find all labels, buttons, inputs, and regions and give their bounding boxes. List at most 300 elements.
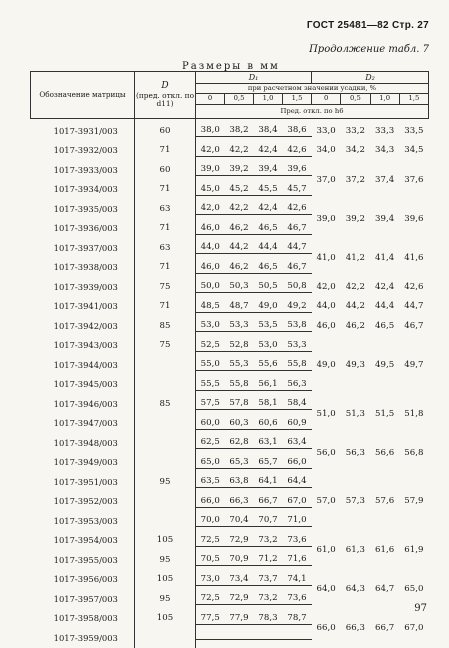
d1-value xyxy=(196,492,225,512)
d2-value: 46,7 xyxy=(404,320,424,331)
matrix-designation: 1017-3935/003 xyxy=(31,199,135,219)
sizes-title: Размеры в мм xyxy=(182,61,280,72)
d1-value-text: 65,0 xyxy=(196,456,225,469)
d1-value-text: 77,5 xyxy=(196,612,225,625)
d2-value: 41,6 xyxy=(404,252,424,263)
d1-value-text: 45,0 xyxy=(196,183,225,196)
d1-value-text: 42,0 xyxy=(196,144,225,157)
table-row xyxy=(31,199,429,219)
d1-value xyxy=(225,628,254,648)
d2-value: 34,2 xyxy=(345,145,365,156)
d1-value-text: 58,4 xyxy=(283,397,312,410)
d1-value xyxy=(283,355,312,375)
d-value: 95 xyxy=(135,550,196,570)
d1-value xyxy=(283,258,312,278)
d1-value xyxy=(225,297,254,317)
d1-value xyxy=(283,414,312,434)
d1-value-text: 53,3 xyxy=(283,339,312,352)
d1-value xyxy=(196,472,225,492)
d2-value: 61,6 xyxy=(375,545,395,555)
d-value: 60 xyxy=(135,160,196,180)
d2-value: 37,6 xyxy=(404,174,424,185)
d-value: 85 xyxy=(135,394,196,414)
d-value xyxy=(135,414,196,434)
d1-value xyxy=(196,160,225,180)
d1-value-text: 46,7 xyxy=(283,222,312,235)
d1-value-text: 44,4 xyxy=(254,241,283,254)
d1-value xyxy=(283,119,312,141)
d1-value-text: 48,5 xyxy=(196,300,225,313)
d-value: 63 xyxy=(135,238,196,258)
d2-value: 34,5 xyxy=(404,145,424,156)
d1-value xyxy=(254,258,283,278)
d1-value-text: 50,0 xyxy=(196,280,225,293)
d1-value xyxy=(196,589,225,609)
d1-value-text: 55,8 xyxy=(225,378,254,391)
d1-value-text: 42,6 xyxy=(283,202,312,215)
d1-value-text: 42,2 xyxy=(225,144,254,157)
d2-value: 57,0 xyxy=(316,496,336,507)
d1-value xyxy=(225,119,254,141)
d1-value-text: 39,4 xyxy=(254,163,283,176)
d1-value xyxy=(225,453,254,473)
d1-value xyxy=(254,180,283,200)
d1-value-text: 72,9 xyxy=(225,534,254,547)
d1-value-text: 39,0 xyxy=(196,163,225,176)
d-value: 75 xyxy=(135,336,196,356)
d1-value xyxy=(196,375,225,395)
d1-value-text: 55,5 xyxy=(196,378,225,391)
shrinkage-value: 1,0 xyxy=(370,94,399,105)
d1-value xyxy=(225,180,254,200)
d1-value-text: 73,2 xyxy=(254,534,283,547)
standard-code: ГОСТ 25481—82 xyxy=(306,20,389,31)
d-value: 71 xyxy=(135,141,196,161)
d1-value-text: 71,6 xyxy=(283,553,312,566)
d1-value xyxy=(196,355,225,375)
table-row xyxy=(31,609,429,629)
d2-value: 66,3 xyxy=(345,623,365,633)
d1-value-text: 66,7 xyxy=(254,495,283,508)
d1-value xyxy=(283,589,312,609)
d1-value xyxy=(225,375,254,395)
d1-value-text: 45,5 xyxy=(254,183,283,196)
d-value xyxy=(135,433,196,453)
d1-value xyxy=(225,160,254,180)
page-label: Стр. 27 xyxy=(391,20,429,31)
d2-value: 56,6 xyxy=(375,447,395,458)
d1-value-text: 64,4 xyxy=(283,475,312,488)
d1-value xyxy=(254,394,283,414)
col-d-tolerance: (пред. откл. по d11) xyxy=(135,90,195,109)
d1-value xyxy=(254,550,283,570)
table-row xyxy=(31,316,429,336)
d1-value xyxy=(254,609,283,629)
table-row xyxy=(31,531,429,551)
d-value xyxy=(135,511,196,531)
d1-value xyxy=(254,277,283,297)
d1-value-text: 53,5 xyxy=(254,319,283,332)
d1-value xyxy=(254,238,283,258)
d2-value: 34,0 xyxy=(316,145,336,156)
d1-value xyxy=(196,316,225,336)
d2-value: 49,5 xyxy=(375,359,395,370)
shrinkage-value: 1,5 xyxy=(399,94,428,105)
d1-value xyxy=(283,316,312,336)
d1-value xyxy=(254,160,283,180)
d1-value xyxy=(196,336,225,356)
matrix-designation: 1017-3942/003 xyxy=(31,316,135,336)
d1-value xyxy=(254,531,283,551)
d1-value xyxy=(225,414,254,434)
d1-value xyxy=(283,141,312,161)
matrix-designation: 1017-3954/003 xyxy=(31,531,135,551)
d1-value-text: 77,9 xyxy=(225,612,254,625)
d1-value-text: 60,0 xyxy=(196,417,225,430)
d1-value-text: 72,5 xyxy=(196,534,225,547)
d1-value xyxy=(196,297,225,317)
d1-value xyxy=(196,180,225,200)
d1-value-text: 38,2 xyxy=(225,124,254,137)
d1-value xyxy=(283,199,312,219)
d1-value-text: 56,3 xyxy=(283,378,312,391)
d1-value xyxy=(283,609,312,629)
d2-value: 37,2 xyxy=(345,174,365,185)
d1-value xyxy=(254,219,283,239)
d2-value: 42,0 xyxy=(316,281,336,292)
d-value: 105 xyxy=(135,570,196,590)
d1-value-text: 78,3 xyxy=(254,612,283,625)
matrix-designation: 1017-3956/003 xyxy=(31,570,135,590)
d1-value-text: 67,0 xyxy=(283,495,312,508)
d1-value-text: 39,2 xyxy=(225,163,254,176)
d2-value: 65,0 xyxy=(404,584,424,594)
d1-value-text: 73,4 xyxy=(225,573,254,586)
matrix-designation: 1017-3939/003 xyxy=(31,277,135,297)
d1-value xyxy=(254,141,283,161)
d1-value-text: 60,9 xyxy=(283,417,312,430)
matrix-designation: 1017-3953/003 xyxy=(31,511,135,531)
matrix-designation: 1017-3933/003 xyxy=(31,160,135,180)
d2-value: 46,0 xyxy=(316,320,336,331)
d2-value: 51,0 xyxy=(316,408,336,419)
matrix-designation: 1017-3959/003 xyxy=(31,628,135,648)
d1-value xyxy=(225,277,254,297)
matrix-designation: 1017-3957/003 xyxy=(31,589,135,609)
d1-value-text: 66,3 xyxy=(225,495,254,508)
d1-value xyxy=(225,355,254,375)
d2-value: 49,0 xyxy=(316,359,336,370)
matrix-designation: 1017-3931/003 xyxy=(31,119,135,141)
d1-value-text: 44,0 xyxy=(196,241,225,254)
d1-value xyxy=(283,550,312,570)
d1-value-text: 65,3 xyxy=(225,456,254,469)
d1-value xyxy=(283,433,312,453)
matrix-designation: 1017-3943/003 xyxy=(31,336,135,356)
matrix-designation: 1017-3938/003 xyxy=(31,258,135,278)
d1-value xyxy=(254,119,283,141)
d1-value-text: 70,5 xyxy=(196,553,225,566)
matrix-designation: 1017-3944/003 xyxy=(31,355,135,375)
d1-value-text: 56,1 xyxy=(254,378,283,391)
d2-value: 33,3 xyxy=(375,125,395,136)
d1-value-text: 62,8 xyxy=(225,436,254,449)
d2-value: 57,9 xyxy=(404,496,424,507)
d1-value-text: 50,5 xyxy=(254,280,283,293)
d1-value xyxy=(254,336,283,356)
d1-value xyxy=(254,472,283,492)
d2-value: 64,0 xyxy=(316,584,336,594)
d1-value-text: 42,2 xyxy=(225,202,254,215)
d2-value: 61,0 xyxy=(316,545,336,555)
d1-value-text: 42,4 xyxy=(254,144,283,157)
table-row xyxy=(31,297,429,317)
d2-value: 51,3 xyxy=(345,408,365,419)
col-name-header: Обозначение матрицы xyxy=(31,72,135,119)
d1-value-text: 66,0 xyxy=(283,456,312,469)
d1-value xyxy=(283,160,312,180)
d1-value xyxy=(225,589,254,609)
d2-header: D₂ xyxy=(312,72,429,84)
matrix-designation: 1017-3951/003 xyxy=(31,472,135,492)
d2-value: 44,4 xyxy=(375,301,395,312)
col-d-header xyxy=(135,72,196,119)
d1-value xyxy=(254,511,283,531)
d1-value xyxy=(283,570,312,590)
d1-value-text: 73,2 xyxy=(254,592,283,605)
matrix-designation: 1017-3945/003 xyxy=(31,375,135,395)
table-row xyxy=(31,394,429,414)
d1-value xyxy=(283,453,312,473)
d1-value-text: 72,5 xyxy=(196,592,225,605)
d1-value-text: 48,7 xyxy=(225,300,254,313)
d1-value xyxy=(254,453,283,473)
d2-value: 61,9 xyxy=(404,545,424,555)
d1-value-text: 50,3 xyxy=(225,280,254,293)
d1-value-text: 63,5 xyxy=(196,475,225,488)
d1-value-text: 71,0 xyxy=(283,514,312,527)
d1-value xyxy=(283,297,312,317)
d1-value xyxy=(196,531,225,551)
table-row xyxy=(31,119,429,141)
table-row xyxy=(31,238,429,258)
d-value: 95 xyxy=(135,472,196,492)
d1-value-text: 73,6 xyxy=(283,534,312,547)
d2-value: 42,2 xyxy=(345,281,365,292)
d-value: 71 xyxy=(135,297,196,317)
d1-value xyxy=(254,316,283,336)
d1-value-text: 63,4 xyxy=(283,436,312,449)
d2-value: 51,5 xyxy=(375,408,395,419)
table-row xyxy=(31,570,429,590)
d2-value: 44,2 xyxy=(345,301,365,312)
d2-value: 33,2 xyxy=(345,125,365,136)
d1-value-text: 64,1 xyxy=(254,475,283,488)
d-value xyxy=(135,492,196,512)
d1-value-text: 49,2 xyxy=(283,300,312,313)
d1-value xyxy=(196,199,225,219)
d1-value xyxy=(225,394,254,414)
d-value: 71 xyxy=(135,258,196,278)
d2-value: 37,0 xyxy=(316,174,336,185)
d1-value xyxy=(254,414,283,434)
d1-value xyxy=(283,336,312,356)
d2-value: 66,7 xyxy=(375,623,395,633)
table-row xyxy=(31,336,429,356)
d1-value-text: 46,2 xyxy=(225,222,254,235)
d1-value-text: 72,9 xyxy=(225,592,254,605)
d1-value-text: 65,7 xyxy=(254,456,283,469)
d-value: 71 xyxy=(135,219,196,239)
d1-value-text: 60,6 xyxy=(254,417,283,430)
d1-value-text: 63,8 xyxy=(225,475,254,488)
d1-value xyxy=(225,199,254,219)
d1-value-text: 46,0 xyxy=(196,261,225,274)
d1-value xyxy=(283,472,312,492)
d1-value-text: 46,0 xyxy=(196,222,225,235)
d1-value xyxy=(196,570,225,590)
d1-value xyxy=(225,609,254,629)
shrinkage-value: 0,5 xyxy=(225,94,254,105)
d1-value xyxy=(283,511,312,531)
d1-value-text: 52,5 xyxy=(196,339,225,352)
d1-value xyxy=(196,258,225,278)
d1-value-text: 44,7 xyxy=(283,241,312,254)
d1-value-text: 55,3 xyxy=(225,358,254,371)
d1-value-text: 70,9 xyxy=(225,553,254,566)
d2-value: 39,0 xyxy=(316,213,336,224)
d1-value-text: 38,0 xyxy=(196,124,225,137)
d1-value xyxy=(283,277,312,297)
d1-value-text: 38,4 xyxy=(254,124,283,137)
d1-value-text: 70,0 xyxy=(196,514,225,527)
d1-value-text: 46,2 xyxy=(225,261,254,274)
d2-value: 44,0 xyxy=(316,301,336,312)
d1-value xyxy=(254,297,283,317)
d2-value: 46,5 xyxy=(375,320,395,331)
shrinkage-value: 0 xyxy=(196,94,225,105)
d1-value xyxy=(225,550,254,570)
d1-value xyxy=(254,355,283,375)
d1-value xyxy=(283,394,312,414)
matrix-designation: 1017-3952/003 xyxy=(31,492,135,512)
d-value: 71 xyxy=(135,180,196,200)
d2-value: 61,3 xyxy=(345,545,365,555)
d1-value-text: 66,0 xyxy=(196,495,225,508)
d1-value xyxy=(225,316,254,336)
d1-value xyxy=(225,336,254,356)
d1-value-text: 55,6 xyxy=(254,358,283,371)
d1-value-text: 73,6 xyxy=(283,592,312,605)
d1-value-text: 60,3 xyxy=(225,417,254,430)
d2-value: 42,4 xyxy=(375,281,395,292)
d1-value-text: 45,7 xyxy=(283,183,312,196)
d1-value-text: 57,8 xyxy=(225,397,254,410)
d1-value xyxy=(254,433,283,453)
d2-value: 42,6 xyxy=(404,281,424,292)
d1-value-text: 55,8 xyxy=(283,358,312,371)
d1-value xyxy=(225,492,254,512)
d2-value: 34,3 xyxy=(375,145,395,156)
d1-value xyxy=(196,238,225,258)
d1-value xyxy=(225,433,254,453)
d2-value: 66,0 xyxy=(316,623,336,633)
d1-value-text: 74,1 xyxy=(283,573,312,586)
d1-value xyxy=(225,531,254,551)
d1-value-text: 52,8 xyxy=(225,339,254,352)
d2-value: 41,4 xyxy=(375,252,395,263)
d1-value-text: 57,5 xyxy=(196,397,225,410)
d2-value: 57,6 xyxy=(375,496,395,507)
d1-value xyxy=(196,609,225,629)
d-value: 75 xyxy=(135,277,196,297)
d1-value xyxy=(283,180,312,200)
dimensions-table xyxy=(30,71,429,648)
d1-value-text: 73,7 xyxy=(254,573,283,586)
d2-value: 56,8 xyxy=(404,447,424,458)
d1-value-text: 42,6 xyxy=(283,144,312,157)
d1-value xyxy=(283,531,312,551)
tolerance-header: Пред. откл. по h6 xyxy=(196,105,429,119)
d1-value-text: 73,0 xyxy=(196,573,225,586)
d2-value: 41,0 xyxy=(316,252,336,263)
d-value: 85 xyxy=(135,316,196,336)
d2-value: 57,3 xyxy=(345,496,365,507)
col-d-letter: D xyxy=(161,81,169,92)
d1-value xyxy=(196,219,225,239)
shrinkage-header: при расчетном значении усадки, % xyxy=(196,84,429,94)
d1-value-text: 53,8 xyxy=(283,319,312,332)
d2-value: 56,0 xyxy=(316,447,336,458)
d2-value: 37,4 xyxy=(375,174,395,185)
d2-value: 51,8 xyxy=(404,408,424,419)
d1-value-text: 46,5 xyxy=(254,261,283,274)
d2-value: 39,4 xyxy=(375,213,395,224)
d-value: 60 xyxy=(135,119,196,141)
d1-value-text: 53,3 xyxy=(225,319,254,332)
matrix-designation: 1017-3947/003 xyxy=(31,414,135,434)
d1-value xyxy=(225,511,254,531)
d1-value xyxy=(196,414,225,434)
d1-value-text: 70,4 xyxy=(225,514,254,527)
d1-value xyxy=(196,394,225,414)
continuation-note: Продолжение табл. 7 xyxy=(309,44,429,55)
d1-header: D₁ xyxy=(196,72,312,84)
d2-value: 41,2 xyxy=(345,252,365,263)
d1-value-text: 53,0 xyxy=(254,339,283,352)
matrix-designation: 1017-3932/003 xyxy=(31,141,135,161)
d2-value: 64,3 xyxy=(345,584,365,594)
d-value: 63 xyxy=(135,199,196,219)
d2-value: 56,3 xyxy=(345,447,365,458)
d1-value xyxy=(225,472,254,492)
matrix-designation: 1017-3948/003 xyxy=(31,433,135,453)
d1-value xyxy=(254,628,283,648)
d-value xyxy=(135,375,196,395)
d1-value xyxy=(196,141,225,161)
d1-value-text: 55,0 xyxy=(196,358,225,371)
d2-value: 67,0 xyxy=(404,623,424,633)
d-value: 105 xyxy=(135,609,196,629)
d1-value xyxy=(196,628,225,648)
d1-value xyxy=(196,511,225,531)
d2-value: 39,2 xyxy=(345,213,365,224)
d1-value xyxy=(196,119,225,141)
matrix-designation: 1017-3936/003 xyxy=(31,219,135,239)
d2-value: 46,2 xyxy=(345,320,365,331)
d1-value-text: 42,0 xyxy=(196,202,225,215)
d1-value xyxy=(225,238,254,258)
